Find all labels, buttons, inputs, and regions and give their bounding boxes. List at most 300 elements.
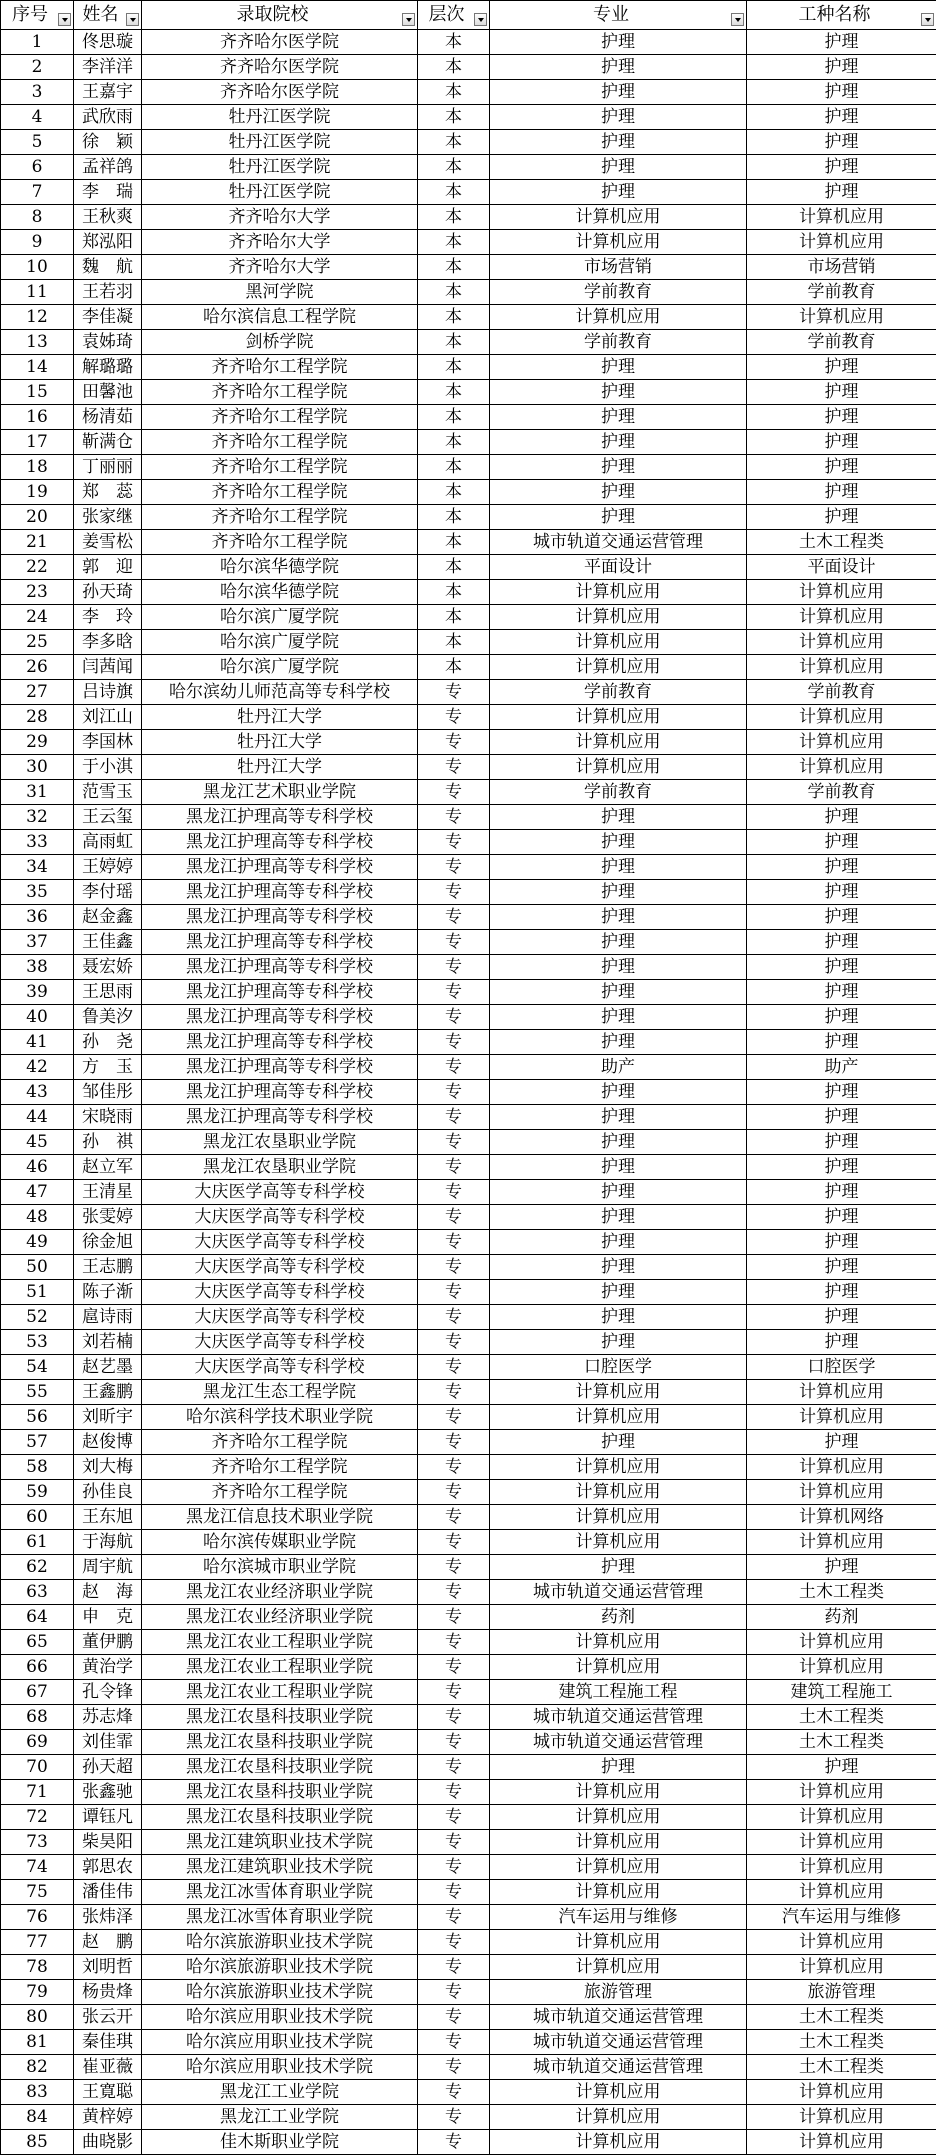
cell-major[interactable]: 城市轨道交通运营管理 — [490, 2005, 747, 2030]
cell-school[interactable]: 大庆医学高等专科学校 — [142, 1255, 418, 1280]
cell-name[interactable]: 徐金旭 — [74, 1230, 142, 1255]
cell-level[interactable]: 专 — [418, 1955, 490, 1980]
cell-school[interactable]: 牡丹江医学院 — [142, 105, 418, 130]
cell-index[interactable]: 32 — [1, 805, 74, 830]
cell-major[interactable]: 护理 — [490, 830, 747, 855]
cell-job-type[interactable]: 护理 — [747, 1155, 936, 1180]
cell-school[interactable]: 黑龙江护理高等专科学校 — [142, 805, 418, 830]
cell-job-type[interactable]: 计算机应用 — [747, 755, 936, 780]
cell-level[interactable]: 本 — [418, 80, 490, 105]
cell-name[interactable]: 郑泓阳 — [74, 230, 142, 255]
cell-level[interactable]: 本 — [418, 305, 490, 330]
cell-level[interactable]: 本 — [418, 255, 490, 280]
cell-school[interactable]: 牡丹江医学院 — [142, 130, 418, 155]
cell-name[interactable]: 李国林 — [74, 730, 142, 755]
cell-school[interactable]: 黑龙江护理高等专科学校 — [142, 905, 418, 930]
cell-school[interactable]: 黑龙江护理高等专科学校 — [142, 930, 418, 955]
cell-level[interactable]: 专 — [418, 2105, 490, 2130]
cell-name[interactable]: 张云开 — [74, 2005, 142, 2030]
cell-name[interactable]: 赵艺墨 — [74, 1355, 142, 1380]
cell-school[interactable]: 黑龙江艺术职业学院 — [142, 780, 418, 805]
cell-job-type[interactable]: 计算机应用 — [747, 705, 936, 730]
cell-index[interactable]: 23 — [1, 580, 74, 605]
cell-school[interactable]: 黑龙江建筑职业技术学院 — [142, 1855, 418, 1880]
cell-school[interactable]: 大庆医学高等专科学校 — [142, 1280, 418, 1305]
cell-job-type[interactable]: 计算机应用 — [747, 1455, 936, 1480]
cell-name[interactable]: 邹佳彤 — [74, 1080, 142, 1105]
cell-job-type[interactable]: 土木工程类 — [747, 1580, 936, 1605]
cell-level[interactable]: 专 — [418, 1930, 490, 1955]
cell-level[interactable]: 专 — [418, 1605, 490, 1630]
cell-level[interactable]: 专 — [418, 1730, 490, 1755]
cell-school[interactable]: 齐齐哈尔工程学院 — [142, 480, 418, 505]
cell-name[interactable]: 李洋洋 — [74, 55, 142, 80]
cell-job-type[interactable]: 护理 — [747, 105, 936, 130]
cell-level[interactable]: 专 — [418, 905, 490, 930]
cell-index[interactable]: 41 — [1, 1030, 74, 1055]
cell-name[interactable]: 孔令锋 — [74, 1680, 142, 1705]
cell-job-type[interactable]: 计算机应用 — [747, 605, 936, 630]
cell-index[interactable]: 10 — [1, 255, 74, 280]
cell-major[interactable]: 计算机应用 — [490, 1505, 747, 1530]
cell-name[interactable]: 鲁美汐 — [74, 1005, 142, 1030]
cell-index[interactable]: 42 — [1, 1055, 74, 1080]
cell-major[interactable]: 计算机应用 — [490, 1855, 747, 1880]
cell-index[interactable]: 65 — [1, 1630, 74, 1655]
cell-major[interactable]: 市场营销 — [490, 255, 747, 280]
cell-level[interactable]: 本 — [418, 655, 490, 680]
cell-major[interactable]: 城市轨道交通运营管理 — [490, 1580, 747, 1605]
cell-level[interactable]: 专 — [418, 980, 490, 1005]
cell-job-type[interactable]: 计算机应用 — [747, 1955, 936, 1980]
cell-major[interactable]: 药剂 — [490, 1605, 747, 1630]
cell-school[interactable]: 齐齐哈尔大学 — [142, 205, 418, 230]
cell-school[interactable]: 哈尔滨传媒职业学院 — [142, 1530, 418, 1555]
cell-index[interactable]: 63 — [1, 1580, 74, 1605]
cell-school[interactable]: 齐齐哈尔工程学院 — [142, 380, 418, 405]
cell-school[interactable]: 黑龙江农垦职业学院 — [142, 1155, 418, 1180]
cell-name[interactable]: 王志鹏 — [74, 1255, 142, 1280]
cell-index[interactable]: 19 — [1, 480, 74, 505]
cell-name[interactable]: 郑 蕊 — [74, 480, 142, 505]
cell-major[interactable]: 护理 — [490, 1130, 747, 1155]
cell-job-type[interactable]: 护理 — [747, 1755, 936, 1780]
cell-name[interactable]: 王云玺 — [74, 805, 142, 830]
cell-major[interactable]: 护理 — [490, 1230, 747, 1255]
cell-level[interactable]: 专 — [418, 2055, 490, 2080]
cell-school[interactable]: 哈尔滨城市职业学院 — [142, 1555, 418, 1580]
cell-index[interactable]: 70 — [1, 1755, 74, 1780]
cell-name[interactable]: 王佳鑫 — [74, 930, 142, 955]
cell-index[interactable]: 8 — [1, 205, 74, 230]
cell-name[interactable]: 赵 鹏 — [74, 1930, 142, 1955]
cell-level[interactable]: 专 — [418, 1555, 490, 1580]
cell-major[interactable]: 护理 — [490, 805, 747, 830]
cell-school[interactable]: 黑龙江护理高等专科学校 — [142, 830, 418, 855]
cell-name[interactable]: 王婷婷 — [74, 855, 142, 880]
cell-job-type[interactable]: 护理 — [747, 30, 936, 55]
cell-school[interactable]: 哈尔滨华德学院 — [142, 555, 418, 580]
cell-job-type[interactable]: 计算机应用 — [747, 1830, 936, 1855]
cell-school[interactable]: 黑龙江护理高等专科学校 — [142, 955, 418, 980]
cell-index[interactable]: 46 — [1, 1155, 74, 1180]
cell-level[interactable]: 专 — [418, 1180, 490, 1205]
cell-school[interactable]: 黑龙江农垦科技职业学院 — [142, 1780, 418, 1805]
cell-job-type[interactable]: 计算机应用 — [747, 1655, 936, 1680]
cell-level[interactable]: 专 — [418, 2130, 490, 2155]
cell-major[interactable]: 学前教育 — [490, 780, 747, 805]
cell-name[interactable]: 聂宏娇 — [74, 955, 142, 980]
cell-job-type[interactable]: 护理 — [747, 430, 936, 455]
cell-level[interactable]: 专 — [418, 1705, 490, 1730]
cell-school[interactable]: 哈尔滨应用职业技术学院 — [142, 2030, 418, 2055]
cell-index[interactable]: 25 — [1, 630, 74, 655]
cell-name[interactable]: 扈诗雨 — [74, 1305, 142, 1330]
cell-index[interactable]: 27 — [1, 680, 74, 705]
filter-dropdown-icon[interactable] — [921, 13, 934, 26]
cell-level[interactable]: 专 — [418, 830, 490, 855]
cell-job-type[interactable]: 学前教育 — [747, 280, 936, 305]
cell-job-type[interactable]: 计算机应用 — [747, 205, 936, 230]
cell-level[interactable]: 专 — [418, 1055, 490, 1080]
cell-school[interactable]: 哈尔滨旅游职业技术学院 — [142, 1980, 418, 2005]
cell-school[interactable]: 黑龙江护理高等专科学校 — [142, 855, 418, 880]
cell-level[interactable]: 专 — [418, 1480, 490, 1505]
cell-level[interactable]: 本 — [418, 155, 490, 180]
cell-level[interactable]: 专 — [418, 730, 490, 755]
cell-index[interactable]: 49 — [1, 1230, 74, 1255]
cell-name[interactable]: 范雪玉 — [74, 780, 142, 805]
cell-job-type[interactable]: 汽车运用与维修 — [747, 1905, 936, 1930]
cell-level[interactable]: 本 — [418, 105, 490, 130]
cell-major[interactable]: 护理 — [490, 80, 747, 105]
cell-job-type[interactable]: 护理 — [747, 455, 936, 480]
cell-name[interactable]: 田馨池 — [74, 380, 142, 405]
cell-major[interactable]: 护理 — [490, 905, 747, 930]
filter-dropdown-icon[interactable] — [126, 13, 139, 26]
cell-index[interactable]: 78 — [1, 1955, 74, 1980]
cell-index[interactable]: 62 — [1, 1555, 74, 1580]
cell-school[interactable]: 大庆医学高等专科学校 — [142, 1230, 418, 1255]
cell-major[interactable]: 护理 — [490, 180, 747, 205]
cell-major[interactable]: 护理 — [490, 355, 747, 380]
cell-level[interactable]: 专 — [418, 1355, 490, 1380]
cell-name[interactable]: 孙 尧 — [74, 1030, 142, 1055]
cell-index[interactable]: 35 — [1, 880, 74, 905]
cell-level[interactable]: 专 — [418, 705, 490, 730]
cell-name[interactable]: 王思雨 — [74, 980, 142, 1005]
cell-index[interactable]: 13 — [1, 330, 74, 355]
cell-job-type[interactable]: 计算机应用 — [747, 1880, 936, 1905]
cell-name[interactable]: 刘江山 — [74, 705, 142, 730]
cell-name[interactable]: 李 瑞 — [74, 180, 142, 205]
cell-job-type[interactable]: 护理 — [747, 505, 936, 530]
cell-job-type[interactable]: 护理 — [747, 405, 936, 430]
cell-major[interactable]: 城市轨道交通运营管理 — [490, 2030, 747, 2055]
cell-major[interactable]: 护理 — [490, 980, 747, 1005]
cell-index[interactable]: 61 — [1, 1530, 74, 1555]
cell-job-type[interactable]: 药剂 — [747, 1605, 936, 1630]
cell-major[interactable]: 计算机应用 — [490, 1880, 747, 1905]
cell-job-type[interactable]: 市场营销 — [747, 255, 936, 280]
cell-school[interactable]: 哈尔滨广厦学院 — [142, 605, 418, 630]
cell-name[interactable]: 武欣雨 — [74, 105, 142, 130]
cell-job-type[interactable]: 土木工程类 — [747, 1730, 936, 1755]
cell-level[interactable]: 专 — [418, 1030, 490, 1055]
cell-level[interactable]: 专 — [418, 1880, 490, 1905]
cell-index[interactable]: 72 — [1, 1805, 74, 1830]
cell-job-type[interactable]: 计算机应用 — [747, 1405, 936, 1430]
cell-index[interactable]: 44 — [1, 1105, 74, 1130]
cell-level[interactable]: 专 — [418, 1680, 490, 1705]
cell-school[interactable]: 牡丹江医学院 — [142, 155, 418, 180]
cell-school[interactable]: 黑龙江护理高等专科学校 — [142, 1030, 418, 1055]
cell-index[interactable]: 75 — [1, 1880, 74, 1905]
cell-job-type[interactable]: 计算机网络 — [747, 1505, 936, 1530]
cell-job-type[interactable]: 护理 — [747, 1105, 936, 1130]
cell-job-type[interactable]: 护理 — [747, 830, 936, 855]
cell-level[interactable]: 专 — [418, 1980, 490, 2005]
cell-major[interactable]: 护理 — [490, 1255, 747, 1280]
cell-level[interactable]: 本 — [418, 455, 490, 480]
cell-name[interactable]: 刘大梅 — [74, 1455, 142, 1480]
cell-school[interactable]: 齐齐哈尔工程学院 — [142, 1455, 418, 1480]
cell-major[interactable]: 护理 — [490, 430, 747, 455]
cell-level[interactable]: 专 — [418, 2080, 490, 2105]
cell-index[interactable]: 21 — [1, 530, 74, 555]
cell-name[interactable]: 王东旭 — [74, 1505, 142, 1530]
cell-index[interactable]: 67 — [1, 1680, 74, 1705]
cell-job-type[interactable]: 学前教育 — [747, 680, 936, 705]
cell-level[interactable]: 专 — [418, 1755, 490, 1780]
cell-school[interactable]: 哈尔滨旅游职业技术学院 — [142, 1955, 418, 1980]
cell-major[interactable]: 护理 — [490, 1030, 747, 1055]
cell-major[interactable]: 计算机应用 — [490, 205, 747, 230]
cell-school[interactable]: 齐齐哈尔医学院 — [142, 55, 418, 80]
cell-name[interactable]: 闫茜闻 — [74, 655, 142, 680]
cell-major[interactable]: 计算机应用 — [490, 1830, 747, 1855]
cell-index[interactable]: 52 — [1, 1305, 74, 1330]
cell-major[interactable]: 计算机应用 — [490, 1630, 747, 1655]
cell-major[interactable]: 计算机应用 — [490, 305, 747, 330]
cell-name[interactable]: 于小淇 — [74, 755, 142, 780]
cell-level[interactable]: 专 — [418, 1105, 490, 1130]
cell-school[interactable]: 黑龙江护理高等专科学校 — [142, 880, 418, 905]
cell-major[interactable]: 护理 — [490, 1080, 747, 1105]
cell-school[interactable]: 黑龙江农垦科技职业学院 — [142, 1755, 418, 1780]
cell-index[interactable]: 76 — [1, 1905, 74, 1930]
filter-dropdown-icon[interactable] — [58, 13, 71, 26]
cell-name[interactable]: 魏 航 — [74, 255, 142, 280]
cell-major[interactable]: 护理 — [490, 1755, 747, 1780]
cell-school[interactable]: 哈尔滨广厦学院 — [142, 655, 418, 680]
cell-major[interactable]: 护理 — [490, 480, 747, 505]
cell-major[interactable]: 计算机应用 — [490, 1805, 747, 1830]
cell-major[interactable]: 护理 — [490, 1180, 747, 1205]
cell-name[interactable]: 王若羽 — [74, 280, 142, 305]
cell-major[interactable]: 护理 — [490, 1280, 747, 1305]
cell-school[interactable]: 黑龙江护理高等专科学校 — [142, 1105, 418, 1130]
cell-index[interactable]: 5 — [1, 130, 74, 155]
cell-index[interactable]: 74 — [1, 1855, 74, 1880]
cell-level[interactable]: 专 — [418, 1005, 490, 1030]
cell-index[interactable]: 69 — [1, 1730, 74, 1755]
cell-level[interactable]: 专 — [418, 1155, 490, 1180]
cell-level[interactable]: 专 — [418, 1805, 490, 1830]
cell-index[interactable]: 12 — [1, 305, 74, 330]
cell-index[interactable]: 64 — [1, 1605, 74, 1630]
cell-school[interactable]: 黑龙江建筑职业技术学院 — [142, 1830, 418, 1855]
cell-index[interactable]: 79 — [1, 1980, 74, 2005]
cell-major[interactable]: 计算机应用 — [490, 730, 747, 755]
cell-job-type[interactable]: 学前教育 — [747, 330, 936, 355]
cell-job-type[interactable]: 计算机应用 — [747, 2080, 936, 2105]
cell-level[interactable]: 专 — [418, 805, 490, 830]
cell-major[interactable]: 计算机应用 — [490, 1380, 747, 1405]
cell-index[interactable]: 58 — [1, 1455, 74, 1480]
filter-dropdown-icon[interactable] — [474, 13, 487, 26]
cell-major[interactable]: 护理 — [490, 1430, 747, 1455]
cell-school[interactable]: 佳木斯职业学院 — [142, 2130, 418, 2155]
cell-name[interactable]: 孙 祺 — [74, 1130, 142, 1155]
cell-name[interactable]: 袁姊琦 — [74, 330, 142, 355]
cell-school[interactable]: 黑龙江农业经济职业学院 — [142, 1580, 418, 1605]
cell-school[interactable]: 黑河学院 — [142, 280, 418, 305]
cell-job-type[interactable]: 护理 — [747, 1230, 936, 1255]
cell-job-type[interactable]: 平面设计 — [747, 555, 936, 580]
cell-name[interactable]: 郭 迎 — [74, 555, 142, 580]
cell-school[interactable]: 牡丹江医学院 — [142, 180, 418, 205]
cell-school[interactable]: 齐齐哈尔工程学院 — [142, 405, 418, 430]
cell-name[interactable]: 陈子渐 — [74, 1280, 142, 1305]
cell-major[interactable]: 建筑工程施工程 — [490, 1680, 747, 1705]
cell-job-type[interactable]: 护理 — [747, 980, 936, 1005]
cell-level[interactable]: 专 — [418, 1405, 490, 1430]
cell-major[interactable]: 计算机应用 — [490, 655, 747, 680]
cell-level[interactable]: 本 — [418, 280, 490, 305]
cell-index[interactable]: 22 — [1, 555, 74, 580]
cell-level[interactable]: 本 — [418, 55, 490, 80]
cell-school[interactable]: 牡丹江大学 — [142, 755, 418, 780]
cell-level[interactable]: 专 — [418, 2030, 490, 2055]
cell-name[interactable]: 王嘉宇 — [74, 80, 142, 105]
cell-name[interactable]: 王鑫鹏 — [74, 1380, 142, 1405]
cell-major[interactable]: 护理 — [490, 1105, 747, 1130]
cell-name[interactable]: 吕诗旗 — [74, 680, 142, 705]
cell-level[interactable]: 专 — [418, 955, 490, 980]
cell-major[interactable]: 护理 — [490, 955, 747, 980]
cell-index[interactable]: 6 — [1, 155, 74, 180]
cell-major[interactable]: 计算机应用 — [490, 1455, 747, 1480]
cell-major[interactable]: 计算机应用 — [490, 1930, 747, 1955]
cell-job-type[interactable]: 学前教育 — [747, 780, 936, 805]
cell-name[interactable]: 董伊鹏 — [74, 1630, 142, 1655]
cell-job-type[interactable]: 计算机应用 — [747, 730, 936, 755]
cell-name[interactable]: 苏志烽 — [74, 1705, 142, 1730]
cell-major[interactable]: 护理 — [490, 380, 747, 405]
cell-level[interactable]: 专 — [418, 855, 490, 880]
cell-job-type[interactable]: 计算机应用 — [747, 305, 936, 330]
cell-job-type[interactable]: 护理 — [747, 1205, 936, 1230]
cell-index[interactable]: 47 — [1, 1180, 74, 1205]
cell-major[interactable]: 助产 — [490, 1055, 747, 1080]
cell-name[interactable]: 申 克 — [74, 1605, 142, 1630]
cell-name[interactable]: 赵金鑫 — [74, 905, 142, 930]
cell-level[interactable]: 专 — [418, 1855, 490, 1880]
cell-name[interactable]: 孙天超 — [74, 1755, 142, 1780]
cell-name[interactable]: 谭钰凡 — [74, 1805, 142, 1830]
cell-index[interactable]: 34 — [1, 855, 74, 880]
cell-major[interactable]: 计算机应用 — [490, 755, 747, 780]
cell-name[interactable]: 张炜泽 — [74, 1905, 142, 1930]
cell-school[interactable]: 黑龙江护理高等专科学校 — [142, 1055, 418, 1080]
cell-major[interactable]: 计算机应用 — [490, 2105, 747, 2130]
cell-job-type[interactable]: 口腔医学 — [747, 1355, 936, 1380]
cell-school[interactable]: 黑龙江农业经济职业学院 — [142, 1605, 418, 1630]
cell-school[interactable]: 黑龙江工业学院 — [142, 2080, 418, 2105]
cell-job-type[interactable]: 护理 — [747, 855, 936, 880]
cell-name[interactable]: 李付瑶 — [74, 880, 142, 905]
cell-job-type[interactable]: 护理 — [747, 930, 936, 955]
cell-job-type[interactable]: 计算机应用 — [747, 1530, 936, 1555]
cell-index[interactable]: 60 — [1, 1505, 74, 1530]
cell-job-type[interactable]: 护理 — [747, 905, 936, 930]
cell-index[interactable]: 53 — [1, 1330, 74, 1355]
cell-school[interactable]: 黑龙江护理高等专科学校 — [142, 1005, 418, 1030]
cell-level[interactable]: 专 — [418, 880, 490, 905]
cell-major[interactable]: 护理 — [490, 55, 747, 80]
cell-job-type[interactable]: 计算机应用 — [747, 1380, 936, 1405]
cell-index[interactable]: 50 — [1, 1255, 74, 1280]
cell-level[interactable]: 专 — [418, 1780, 490, 1805]
cell-index[interactable]: 39 — [1, 980, 74, 1005]
cell-name[interactable]: 李 玲 — [74, 605, 142, 630]
cell-school[interactable]: 剑桥学院 — [142, 330, 418, 355]
cell-job-type[interactable]: 护理 — [747, 1430, 936, 1455]
cell-job-type[interactable]: 土木工程类 — [747, 2005, 936, 2030]
cell-school[interactable]: 黑龙江农垦科技职业学院 — [142, 1805, 418, 1830]
cell-level[interactable]: 专 — [418, 2005, 490, 2030]
cell-name[interactable]: 张家继 — [74, 505, 142, 530]
cell-major[interactable]: 计算机应用 — [490, 605, 747, 630]
cell-school[interactable]: 哈尔滨科学技术职业学院 — [142, 1405, 418, 1430]
cell-job-type[interactable]: 护理 — [747, 55, 936, 80]
cell-job-type[interactable]: 护理 — [747, 80, 936, 105]
cell-major[interactable]: 学前教育 — [490, 330, 747, 355]
cell-index[interactable]: 33 — [1, 830, 74, 855]
cell-school[interactable]: 大庆医学高等专科学校 — [142, 1180, 418, 1205]
cell-index[interactable]: 20 — [1, 505, 74, 530]
cell-level[interactable]: 专 — [418, 1330, 490, 1355]
cell-school[interactable]: 黑龙江农业工程职业学院 — [142, 1680, 418, 1705]
cell-school[interactable]: 齐齐哈尔大学 — [142, 255, 418, 280]
cell-school[interactable]: 牡丹江大学 — [142, 705, 418, 730]
cell-index[interactable]: 45 — [1, 1130, 74, 1155]
cell-index[interactable]: 71 — [1, 1780, 74, 1805]
cell-index[interactable]: 36 — [1, 905, 74, 930]
cell-level[interactable]: 本 — [418, 505, 490, 530]
cell-index[interactable]: 38 — [1, 955, 74, 980]
cell-name[interactable]: 孟祥鸽 — [74, 155, 142, 180]
cell-school[interactable]: 哈尔滨应用职业技术学院 — [142, 2005, 418, 2030]
cell-index[interactable]: 43 — [1, 1080, 74, 1105]
cell-major[interactable]: 学前教育 — [490, 280, 747, 305]
cell-index[interactable]: 11 — [1, 280, 74, 305]
cell-level[interactable]: 专 — [418, 1830, 490, 1855]
cell-level[interactable]: 专 — [418, 1230, 490, 1255]
cell-major[interactable]: 护理 — [490, 105, 747, 130]
cell-major[interactable]: 护理 — [490, 505, 747, 530]
